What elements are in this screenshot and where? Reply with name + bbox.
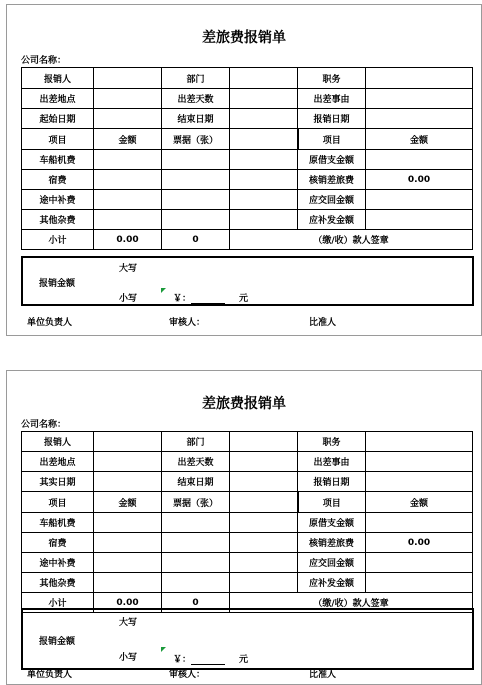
department-field[interactable] [230,432,298,452]
signature-label: （缴/收）款人签章 [230,593,473,613]
refund-due-amount[interactable] [366,190,473,210]
amount-figure [173,291,248,304]
item-allowance-amount[interactable] [94,553,162,573]
sum-box [21,256,474,306]
trip-reason-label: 出差事由 [298,89,366,109]
original-loan-amount[interactable] [366,150,473,170]
applicant-label: 报销人 [22,68,94,89]
subtotal-label: 小计 [22,593,94,613]
position-field[interactable] [366,68,473,89]
applicant-field[interactable] [94,432,162,452]
start-date-field[interactable] [94,109,162,129]
supplement-due-amount[interactable] [366,210,473,230]
subtotal-amount: 0.00 [94,230,162,250]
header-amount: 金额 [94,492,162,513]
item-misc-label: 其他杂费 [22,210,94,230]
report-date-label: 报销日期 [298,472,366,492]
department-label: 部门 [162,68,230,89]
end-date-field[interactable] [230,109,298,129]
spacer [230,533,298,553]
item-allowance-label: 途中补费 [22,190,94,210]
header-spacer [230,129,298,150]
spacer [230,170,298,190]
expense-form-1 [6,4,482,336]
header-item-right: 项目 [298,129,366,150]
item-transport-amount[interactable] [94,150,162,170]
item-lodging-receipts[interactable] [162,533,230,553]
item-allowance-label: 途中补费 [22,553,94,573]
item-transport-label: 车船机费 [22,150,94,170]
end-date-field[interactable] [230,472,298,492]
end-date-label: 结束日期 [162,109,230,129]
sum-box [21,608,474,670]
expense-form-2 [6,370,482,685]
supplement-due-label: 应补发金额 [298,210,366,230]
trip-days-label: 出差天数 [162,89,230,109]
original-loan-amount[interactable] [366,513,473,533]
item-misc-label: 其他杂费 [22,573,94,593]
item-transport-amount[interactable] [94,513,162,533]
header-item: 项目 [22,492,94,513]
company-label: 公司名称： [21,420,67,430]
unit-head-label: 单位负责人 [27,670,73,680]
lowercase-label: 小写 [119,294,138,304]
company-label: 公司名称： [21,56,67,66]
spacer [230,210,298,230]
refund-due-amount[interactable] [366,553,473,573]
yen-label: ￥： [173,294,192,304]
trip-days-field[interactable] [230,89,298,109]
amount-blank[interactable] [191,294,225,304]
unit-head-label: 单位负责人 [27,318,73,328]
lowercase-label: 小写 [119,653,138,663]
form-title: 差旅费报销单 [202,30,286,46]
spacer [230,553,298,573]
position-label: 职务 [298,432,366,452]
supplement-due-label: 应补发金额 [298,573,366,593]
item-allowance-amount[interactable] [94,190,162,210]
spacer [230,150,298,170]
original-loan-label: 原借支金额 [298,150,366,170]
position-field[interactable] [366,432,473,452]
sum-label: 报销金额 [39,279,76,289]
uppercase-label: 大写 [119,264,138,274]
header-receipts: 票据（张） [162,492,230,513]
refund-due-label: 应交回金额 [298,553,366,573]
department-label: 部门 [162,432,230,452]
header-spacer [230,492,298,513]
approver-label: 比准人 [309,318,337,328]
spacer [230,513,298,533]
item-transport-receipts[interactable] [162,513,230,533]
verified-travel-label: 核销差旅费 [298,533,366,553]
spacer [230,573,298,593]
header-item-right: 项目 [298,492,366,513]
item-transport-receipts[interactable] [162,150,230,170]
header-receipts: 票据（张） [162,129,230,150]
item-misc-receipts[interactable] [162,573,230,593]
spacer [230,190,298,210]
applicant-label: 报销人 [22,432,94,452]
verified-travel-amount: 0.00 [366,533,473,553]
trip-reason-field[interactable] [366,452,473,472]
amount-figure [173,652,248,665]
trip-reason-field[interactable] [366,89,473,109]
item-lodging-label: 宿费 [22,533,94,553]
start-date-label: 其实日期 [22,472,94,492]
header-amount-right: 金额 [366,492,473,513]
destination-label: 出差地点 [22,452,94,472]
sum-label: 报销金额 [39,637,76,647]
item-transport-label: 车船机费 [22,513,94,533]
start-date-field[interactable] [94,472,162,492]
subtotal-count: 0 [162,593,230,613]
report-date-field[interactable] [366,472,473,492]
applicant-field[interactable] [94,68,162,89]
destination-label: 出差地点 [22,89,94,109]
subtotal-label: 小计 [22,230,94,250]
signature-label: （缴/收）款人签章 [230,230,473,250]
department-field[interactable] [230,68,298,89]
yuan-label: 元 [239,294,249,304]
original-loan-label: 原借支金额 [298,513,366,533]
subtotal-count: 0 [162,230,230,250]
report-date-label: 报销日期 [298,109,366,129]
expense-table [21,67,473,250]
trip-days-field[interactable] [230,452,298,472]
reviewer-label: 审核人： [169,670,206,680]
destination-field[interactable] [94,452,162,472]
end-date-label: 结束日期 [162,472,230,492]
item-lodging-receipts[interactable] [162,170,230,190]
supplement-due-amount[interactable] [366,573,473,593]
item-lodging-amount[interactable] [94,533,162,553]
comment-marker-icon [161,288,166,293]
refund-due-label: 应交回金额 [298,190,366,210]
item-misc-amount[interactable] [94,210,162,230]
item-misc-amount[interactable] [94,573,162,593]
position-label: 职务 [298,68,366,89]
report-date-field[interactable] [366,109,473,129]
item-misc-receipts[interactable] [162,210,230,230]
header-amount-right: 金额 [366,129,473,150]
verified-travel-label: 核销差旅费 [298,170,366,190]
approver-label: 比准人 [309,670,337,680]
reviewer-label: 审核人： [169,318,206,328]
trip-reason-label: 出差事由 [298,452,366,472]
subtotal-amount: 0.00 [94,593,162,613]
form-title: 差旅费报销单 [202,396,286,412]
comment-marker-icon [161,647,166,652]
start-date-label: 起始日期 [22,109,94,129]
header-amount: 金额 [94,129,162,150]
header-item: 项目 [22,129,94,150]
yen-label: ￥： [173,655,192,665]
item-lodging-label: 宿费 [22,170,94,190]
verified-travel-amount: 0.00 [366,170,473,190]
amount-blank[interactable] [191,655,225,665]
destination-field[interactable] [94,89,162,109]
expense-table [21,431,473,613]
item-allowance-receipts[interactable] [162,190,230,210]
trip-days-label: 出差天数 [162,452,230,472]
uppercase-label: 大写 [119,618,138,628]
item-allowance-receipts[interactable] [162,553,230,573]
item-lodging-amount[interactable] [94,170,162,190]
yuan-label: 元 [239,655,249,665]
